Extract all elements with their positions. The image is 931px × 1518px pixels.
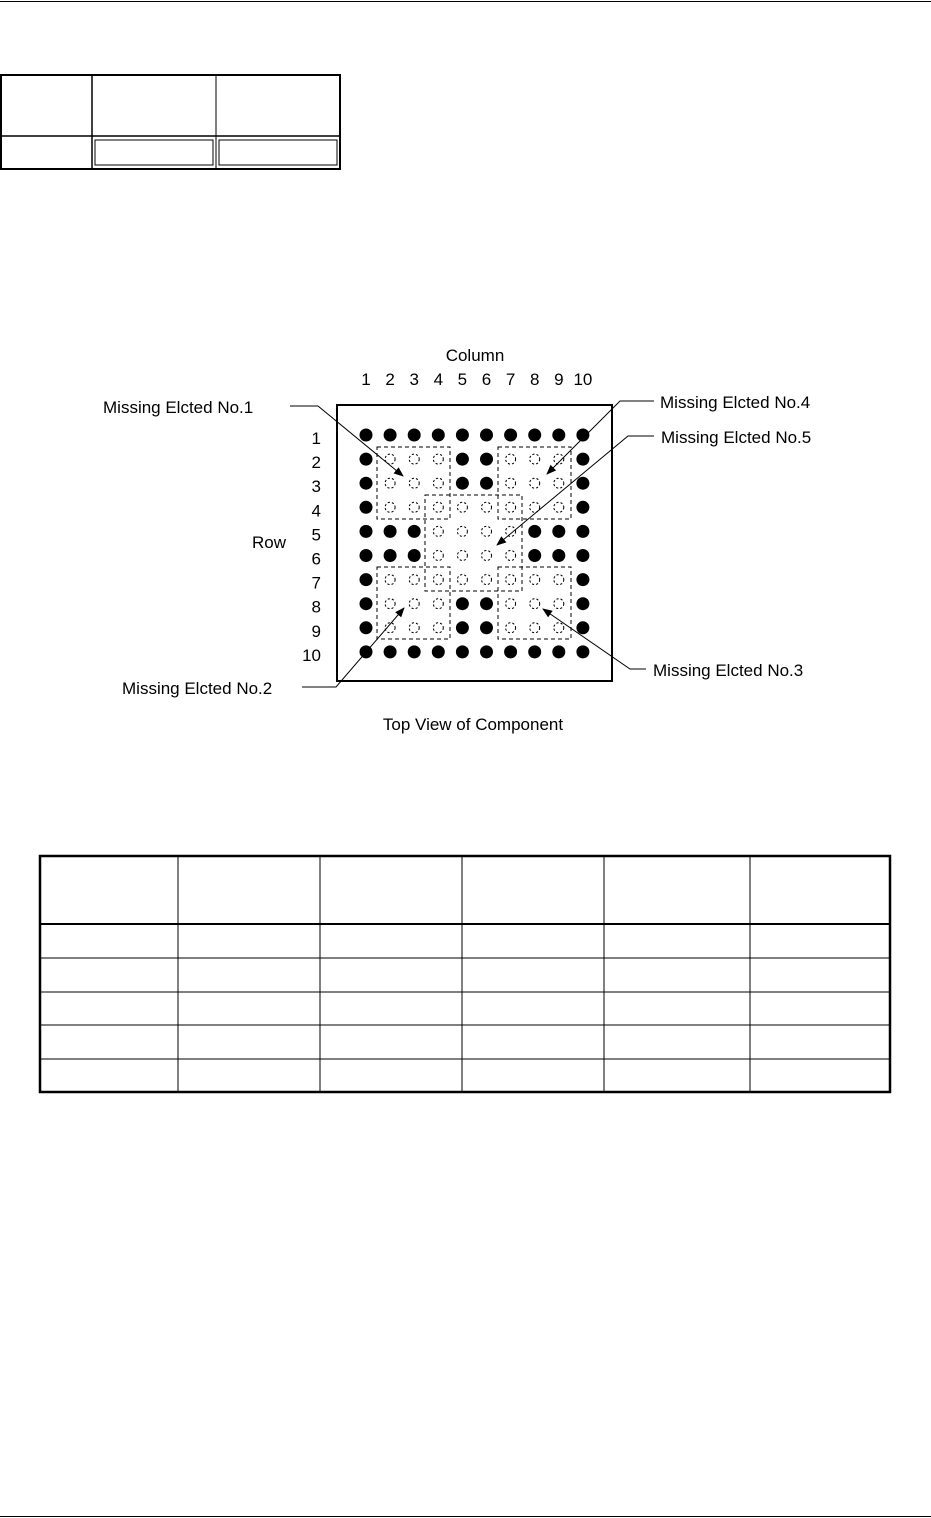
solder-ball xyxy=(480,645,493,658)
solder-ball xyxy=(456,621,469,634)
missing-ball xyxy=(409,478,419,488)
missing-ball xyxy=(554,502,564,512)
solder-ball xyxy=(360,621,373,634)
row-label: 2 xyxy=(311,453,321,473)
missing-ball xyxy=(409,575,419,585)
solder-ball xyxy=(552,645,565,658)
missing-region-2 xyxy=(377,567,450,639)
solder-ball xyxy=(528,525,541,538)
missing-ball xyxy=(385,575,395,585)
solder-ball xyxy=(408,429,421,442)
callout-missing-5: Missing Elcted No.5 xyxy=(661,428,812,447)
callout-missing-2: Missing Elcted No.2 xyxy=(122,679,273,698)
missing-region-4 xyxy=(498,447,571,519)
solder-ball xyxy=(360,573,373,586)
solder-ball xyxy=(360,597,373,610)
missing-ball xyxy=(506,623,516,633)
row-header: Row xyxy=(251,533,287,552)
missing-ball xyxy=(506,454,516,464)
row-label: 5 xyxy=(311,525,321,545)
row-label: 4 xyxy=(311,501,321,521)
solder-ball xyxy=(408,525,421,538)
missing-ball xyxy=(482,526,492,536)
column-label: 6 xyxy=(481,370,492,389)
missing-ball xyxy=(457,526,467,536)
callout-leaders xyxy=(290,401,654,687)
row-label: 6 xyxy=(311,549,321,569)
solder-ball xyxy=(360,501,373,514)
data-table xyxy=(40,856,890,1092)
solder-ball xyxy=(576,525,589,538)
solder-ball xyxy=(576,621,589,634)
missing-ball xyxy=(506,478,516,488)
figure-caption: Top View of Component xyxy=(382,715,564,734)
missing-ball xyxy=(457,502,467,512)
missing-region-5 xyxy=(425,495,522,591)
leader-5 xyxy=(497,436,654,545)
solder-ball xyxy=(480,597,493,610)
missing-ball xyxy=(433,575,443,585)
missing-ball xyxy=(433,454,443,464)
solder-ball xyxy=(360,525,373,538)
ball-grid xyxy=(360,429,590,659)
solder-ball xyxy=(432,429,445,442)
solder-ball xyxy=(528,645,541,658)
row-labels xyxy=(302,429,321,665)
missing-ball xyxy=(433,478,443,488)
solder-ball xyxy=(384,429,397,442)
solder-ball xyxy=(456,453,469,466)
solder-ball xyxy=(576,549,589,562)
column-label: 10 xyxy=(573,370,593,389)
missing-ball xyxy=(433,526,443,536)
solder-ball xyxy=(576,477,589,490)
missing-region-3 xyxy=(498,567,571,639)
missing-ball xyxy=(409,502,419,512)
missing-ball xyxy=(409,454,419,464)
row-label: 10 xyxy=(302,645,321,665)
missing-ball xyxy=(506,599,516,609)
column-label: 8 xyxy=(529,370,540,389)
missing-ball xyxy=(457,575,467,585)
missing-ball xyxy=(554,599,564,609)
column-labels xyxy=(361,370,592,389)
solder-ball xyxy=(360,477,373,490)
missing-ball xyxy=(409,623,419,633)
solder-ball xyxy=(456,429,469,442)
solder-ball xyxy=(480,477,493,490)
solder-ball xyxy=(552,429,565,442)
missing-ball xyxy=(482,575,492,585)
solder-ball xyxy=(360,429,373,442)
column-label: 7 xyxy=(505,370,516,389)
row-label: 9 xyxy=(311,621,321,641)
solder-ball xyxy=(384,549,397,562)
solder-ball xyxy=(552,525,565,538)
solder-ball xyxy=(576,573,589,586)
missing-ball xyxy=(554,478,564,488)
column-header: Column xyxy=(445,346,505,365)
leader-1 xyxy=(290,406,403,476)
solder-ball xyxy=(456,597,469,610)
column-label: 4 xyxy=(433,370,444,389)
missing-ball xyxy=(409,599,419,609)
solder-ball xyxy=(504,429,517,442)
solder-ball xyxy=(576,453,589,466)
solder-ball xyxy=(576,501,589,514)
missing-ball xyxy=(506,575,516,585)
solder-ball xyxy=(384,645,397,658)
missing-ball xyxy=(385,599,395,609)
row-label: 1 xyxy=(311,429,321,448)
column-label: 3 xyxy=(409,370,419,389)
row-label: 8 xyxy=(311,597,321,617)
row-label: 3 xyxy=(311,477,321,497)
missing-ball xyxy=(530,454,540,464)
column-label: 1 xyxy=(361,370,371,389)
missing-ball xyxy=(506,551,516,561)
solder-ball xyxy=(432,645,445,658)
callout-missing-1: Missing Elcted No.1 xyxy=(103,398,254,417)
missing-ball xyxy=(433,623,443,633)
column-label: 2 xyxy=(385,370,395,389)
solder-ball xyxy=(456,645,469,658)
column-label: 9 xyxy=(554,370,564,389)
column-label: 5 xyxy=(457,370,468,389)
solder-ball xyxy=(480,621,493,634)
missing-ball xyxy=(554,623,564,633)
solder-ball xyxy=(504,645,517,658)
missing-ball xyxy=(385,478,395,488)
row-label: 7 xyxy=(311,573,321,593)
solder-ball xyxy=(576,597,589,610)
missing-ball xyxy=(385,502,395,512)
solder-ball xyxy=(528,429,541,442)
solder-ball xyxy=(408,645,421,658)
missing-ball xyxy=(457,551,467,561)
missing-ball xyxy=(433,502,443,512)
solder-ball xyxy=(408,549,421,562)
missing-region-1 xyxy=(377,447,450,519)
component-outline xyxy=(337,405,612,681)
callout-missing-3: Missing Elcted No.3 xyxy=(653,661,804,680)
missing-ball xyxy=(530,575,540,585)
solder-ball xyxy=(480,453,493,466)
missing-regions xyxy=(377,447,571,639)
missing-ball xyxy=(433,599,443,609)
header-table xyxy=(1,75,340,169)
missing-ball xyxy=(530,623,540,633)
missing-ball xyxy=(554,575,564,585)
solder-ball xyxy=(480,429,493,442)
missing-ball xyxy=(530,478,540,488)
missing-ball xyxy=(482,551,492,561)
solder-ball xyxy=(384,525,397,538)
missing-ball xyxy=(506,502,516,512)
solder-ball xyxy=(576,645,589,658)
missing-ball xyxy=(530,599,540,609)
missing-ball xyxy=(482,502,492,512)
solder-ball xyxy=(456,477,469,490)
solder-ball xyxy=(552,549,565,562)
missing-ball xyxy=(433,551,443,561)
solder-ball xyxy=(576,429,589,442)
solder-ball xyxy=(360,549,373,562)
solder-ball xyxy=(528,549,541,562)
solder-ball xyxy=(360,453,373,466)
callout-missing-4: Missing Elcted No.4 xyxy=(660,393,811,412)
